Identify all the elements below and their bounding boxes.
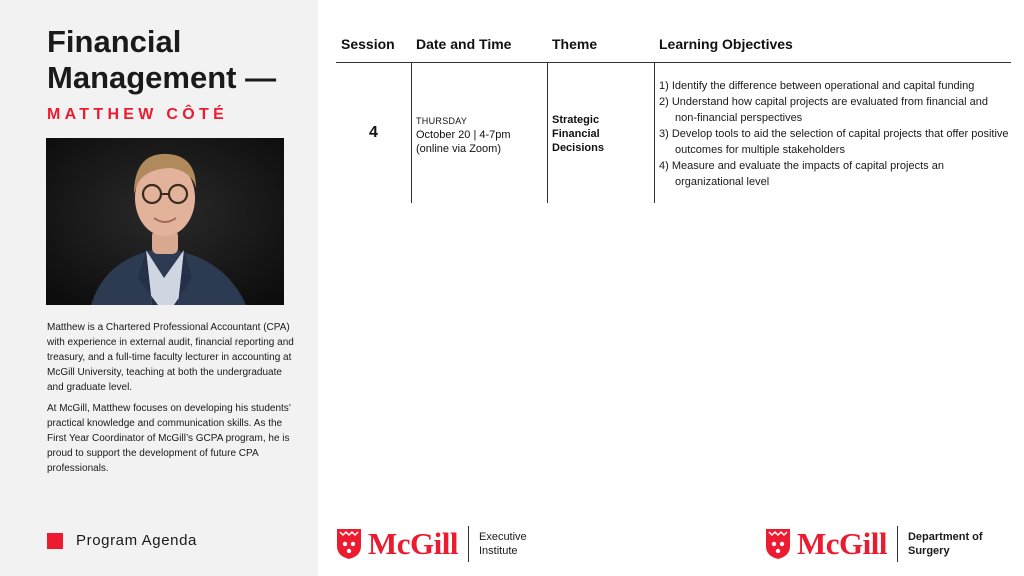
logo-unit-name [908,530,983,558]
speaker-name: MATTHEW CÔTÉ [47,106,229,123]
red-square-icon [47,533,63,549]
header-session: Session [341,36,395,52]
column-divider [654,63,655,203]
logo-unit-name [479,530,527,558]
theme-line: Financial [552,128,600,140]
session-location: (online via Zoom) [416,143,501,155]
theme-line: Strategic [552,114,600,126]
column-divider [411,63,412,203]
header-theme: Theme [552,36,598,52]
session-date: October 20 | 4-7pm [416,129,511,141]
speaker-bio [47,320,297,476]
bio-paragraph-1: Matthew is a Chartered Professional Accountant (CPA) with experience in external audit, financial reporting and treasury, and a full-time faculty lecturer in accounting at McGill University, teaching at both the undergraduate and graduate level. [47,322,294,393]
page-title [47,24,276,96]
speaker-panel [0,0,318,576]
bio-paragraph-2: At McGill, Matthew focuses on developing his students’ practical knowledge and communication skills. As the First Year Coordinator of McGill’s GCPA program, he is proud to support the development of future CPA professionals. [47,403,291,474]
logo-unit-line: Surgery [907,545,950,557]
title-line-2: Management — [47,60,277,95]
column-divider [547,63,548,203]
mcgill-executive-institute-logo [336,526,527,562]
logo-unit-line: Executive [478,531,527,543]
objective-item: 3) Develop tools to aid the selection of capital projects that offer positive outcomes for multiple stakeholders [659,128,1009,156]
theme-line: Decisions [552,142,604,154]
learning-objectives-list [659,78,1011,190]
header-learning-objectives: Learning Objectives [659,36,793,52]
objective-item: 4) Measure and evaluate the impacts of capital projects an organizational level [659,160,944,188]
title-line-1: Financial [47,24,182,59]
header-date-time: Date and Time [416,36,512,52]
program-agenda-label [47,532,197,549]
logo-divider [468,526,469,562]
objective-item: 2) Understand how capital projects are evaluated from financial and non-financial perspectives [659,96,988,124]
speaker-photo [46,138,284,305]
agenda-text: Program Agenda [76,532,197,549]
mcgill-department-of-surgery-logo [765,526,983,562]
session-number: 4 [369,124,378,141]
table-header-divider [336,62,1011,63]
objective-item: 1) Identify the difference between operational and capital funding [659,80,975,92]
mcgill-crest-icon [336,528,362,560]
session-theme [552,113,604,155]
session-day: THURSDAY [416,116,468,126]
session-date-time [416,114,511,156]
logo-unit-line: Institute [478,545,518,557]
mcgill-wordmark: McGill [797,526,887,561]
logo-divider [897,526,898,562]
mcgill-crest-icon [765,528,791,560]
logo-unit-line: Department of [907,531,983,543]
mcgill-wordmark: McGill [368,526,458,561]
